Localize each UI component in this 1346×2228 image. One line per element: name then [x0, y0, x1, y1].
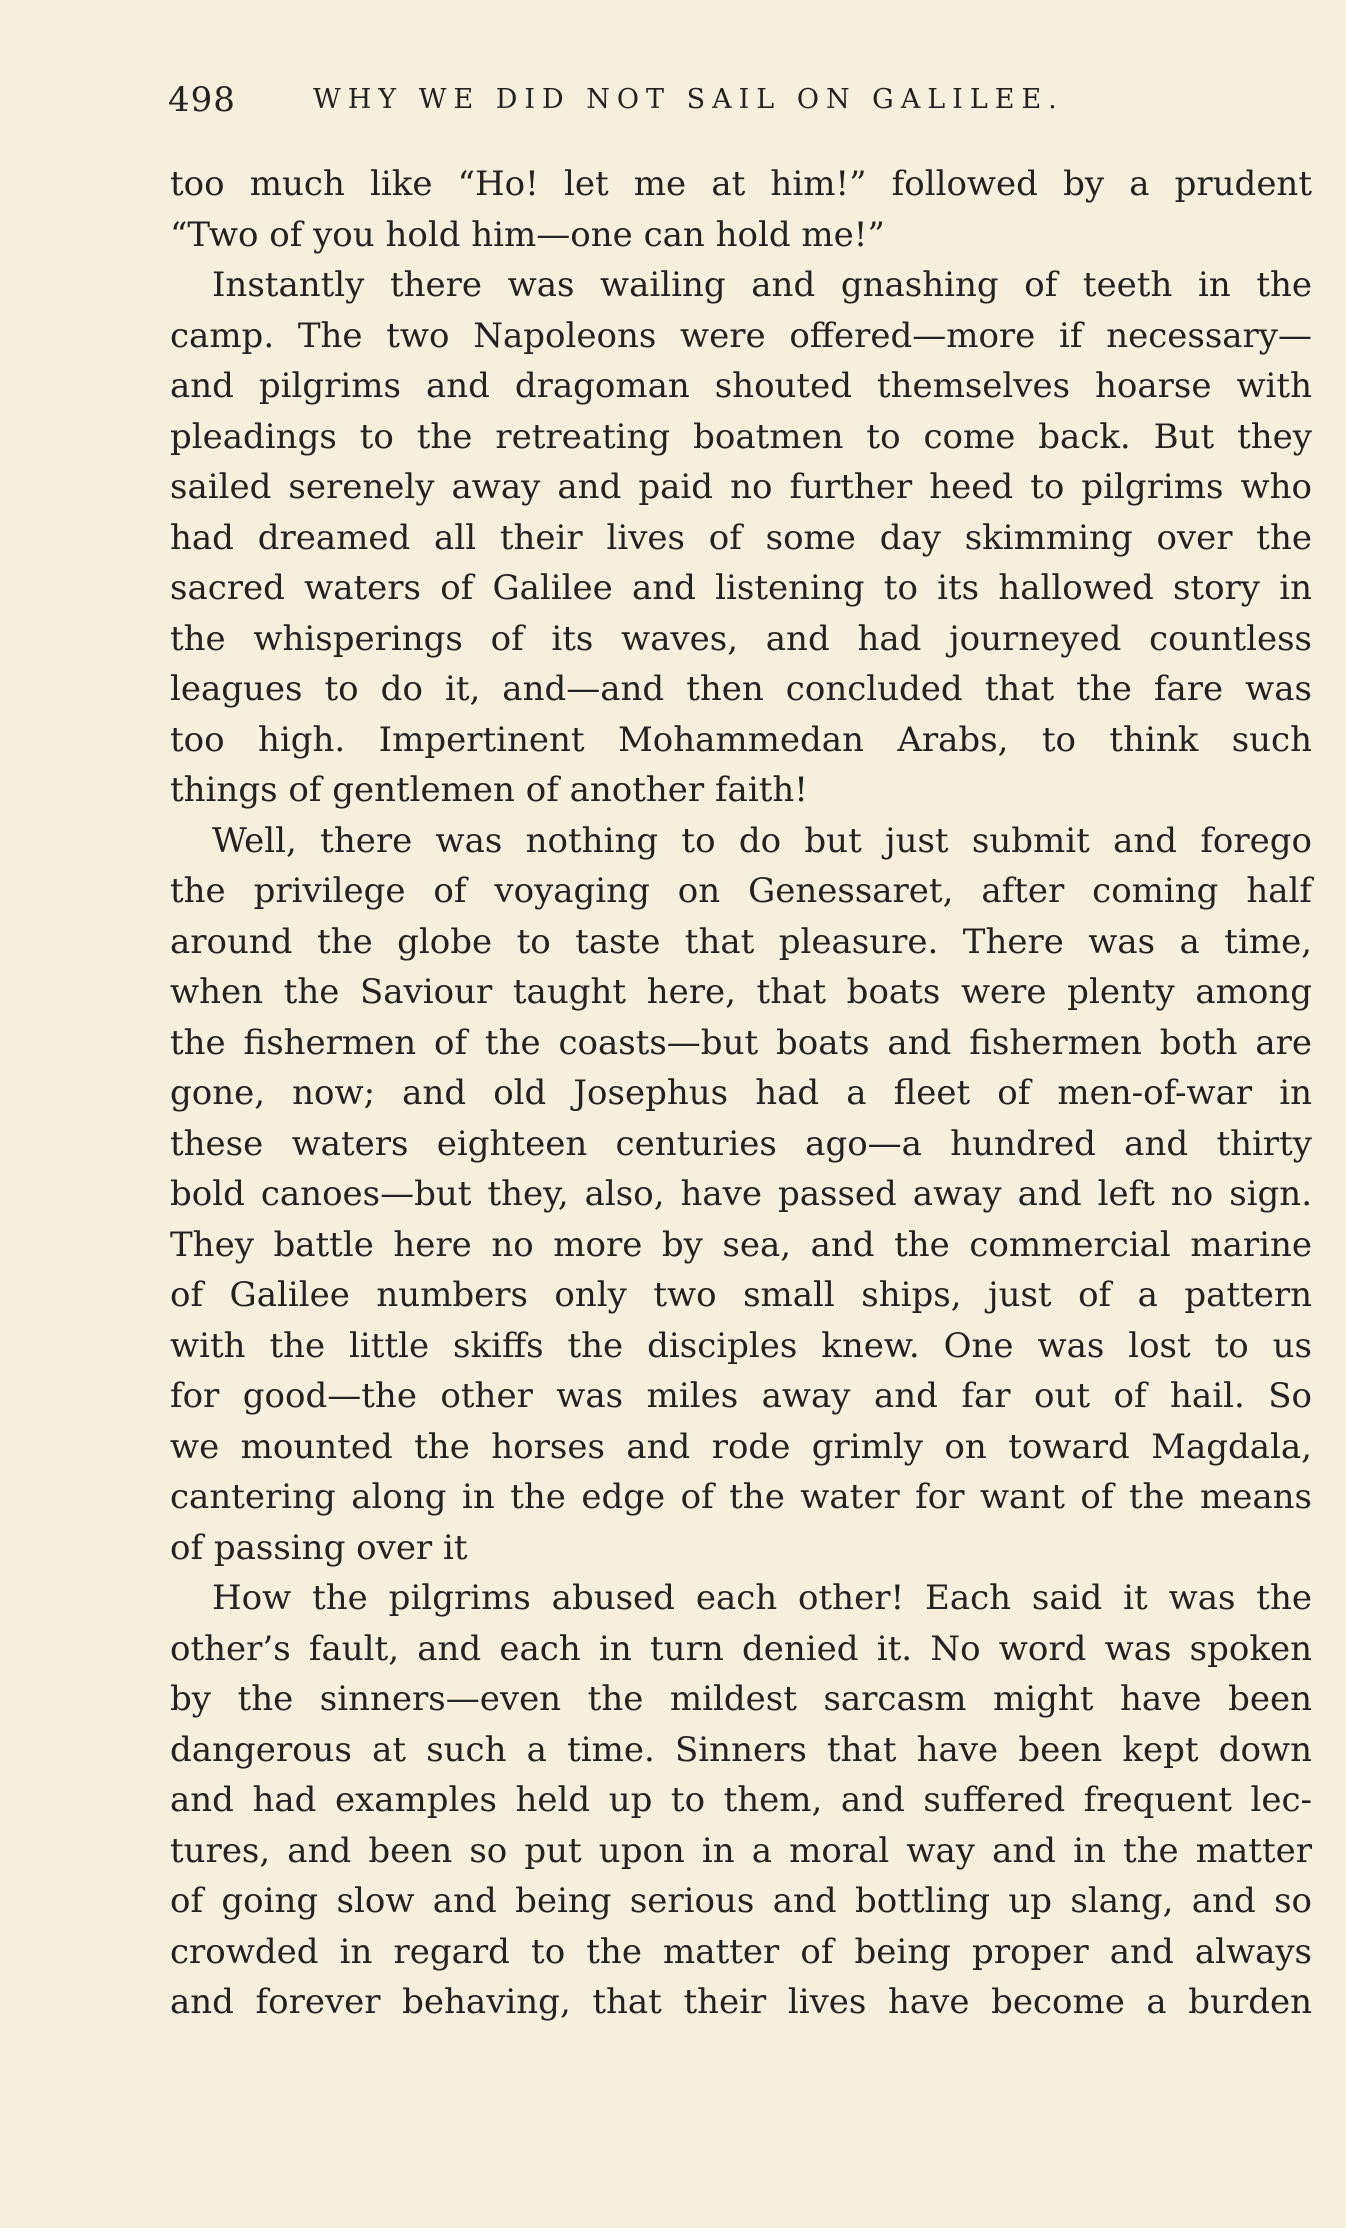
text-line: gone, now; and old Josephus had a fleet of men-of-war in: [170, 1073, 1312, 1113]
text-line: the privilege of voyaging on Genessaret, after coming half: [170, 871, 1312, 911]
text-line: these waters eighteen centuries ago—a hundred and thirty: [170, 1123, 1312, 1164]
text-line: of passing over it: [170, 1527, 468, 1568]
text-line: around the globe to taste that pleasure. There was a time,: [170, 921, 1312, 962]
text-line: How the pilgrims abused each other! Each said it was the: [212, 1578, 1312, 1618]
text-line: and had examples held up to them, and suffered frequent lec-: [170, 1780, 1312, 1820]
running-title: WHY WE DID NOT SAIL ON GALILEE.: [313, 84, 1064, 115]
running-head: [168, 75, 1188, 125]
text-line: for good—the other was miles away and far out of hail. So: [170, 1376, 1312, 1416]
text-line: sacred waters of Galilee and listening to its hallowed story in: [170, 568, 1312, 608]
text-line: dangerous at such a time. Sinners that have been kept down: [170, 1729, 1312, 1770]
text-line: “Two of you hold him—one can hold me!”: [170, 214, 885, 255]
text-line: sailed serenely away and paid no further heed to pilgrims who: [170, 467, 1312, 507]
text-line: tures, and been so put upon in a moral way and in the matter: [170, 1830, 1312, 1871]
text-line: pleadings to the retreating boatmen to come back. But they: [170, 416, 1312, 457]
text-line: and forever behaving, that their lives have become a burden: [170, 1982, 1312, 2022]
text-line: cantering along in the edge of the water for want of the means: [170, 1477, 1312, 1517]
text-line: the fishermen of the coasts—but boats and fishermen both are: [170, 1022, 1312, 1063]
text-line: too high. Impertinent Mohammedan Arabs, to think such: [170, 719, 1312, 760]
text-line: too much like “Ho! let me at him!” followed by a prudent: [170, 164, 1312, 204]
text-line: of going slow and being serious and bottling up slang, and so: [170, 1881, 1312, 1921]
text-line: things of gentlemen of another faith!: [170, 770, 808, 810]
text-line: the whisperings of its waves, and had journeyed countless: [170, 618, 1312, 659]
text-line: and pilgrims and dragoman shouted themselves hoarse with: [170, 366, 1312, 406]
text-line: when the Saviour taught here, that boats were plenty among: [170, 972, 1312, 1012]
text-line: camp. The two Napoleons were offered—more if necessary—: [170, 315, 1312, 356]
text-line: They battle here no more by sea, and the commercial marine: [170, 1224, 1312, 1265]
text-line: had dreamed all their lives of some day skimming over the: [170, 517, 1312, 558]
text-line: leagues to do it, and—and then concluded that the fare was: [170, 669, 1312, 709]
text-line: Well, there was nothing to do but just submit and forego: [212, 820, 1312, 861]
body-text: [170, 159, 1312, 2028]
text-line: other’s fault, and each in turn denied it. No word was spoken: [170, 1628, 1312, 1669]
text-line: bold canoes—but they, also, have passed away and left no sign.: [170, 1174, 1312, 1214]
text-line: of Galilee numbers only two small ships, just of a pattern: [170, 1275, 1312, 1315]
text-line: with the little skiffs the disciples knew. One was lost to us: [170, 1325, 1312, 1366]
text-line: we mounted the horses and rode grimly on toward Magdala,: [170, 1426, 1312, 1467]
text-line: by the sinners—even the mildest sarcasm might have been: [170, 1679, 1312, 1719]
text-line: Instantly there was wailing and gnashing of teeth in the: [212, 265, 1312, 305]
text-line: crowded in regard to the matter of being proper and always: [170, 1931, 1312, 1972]
page-number: 498: [168, 80, 236, 120]
